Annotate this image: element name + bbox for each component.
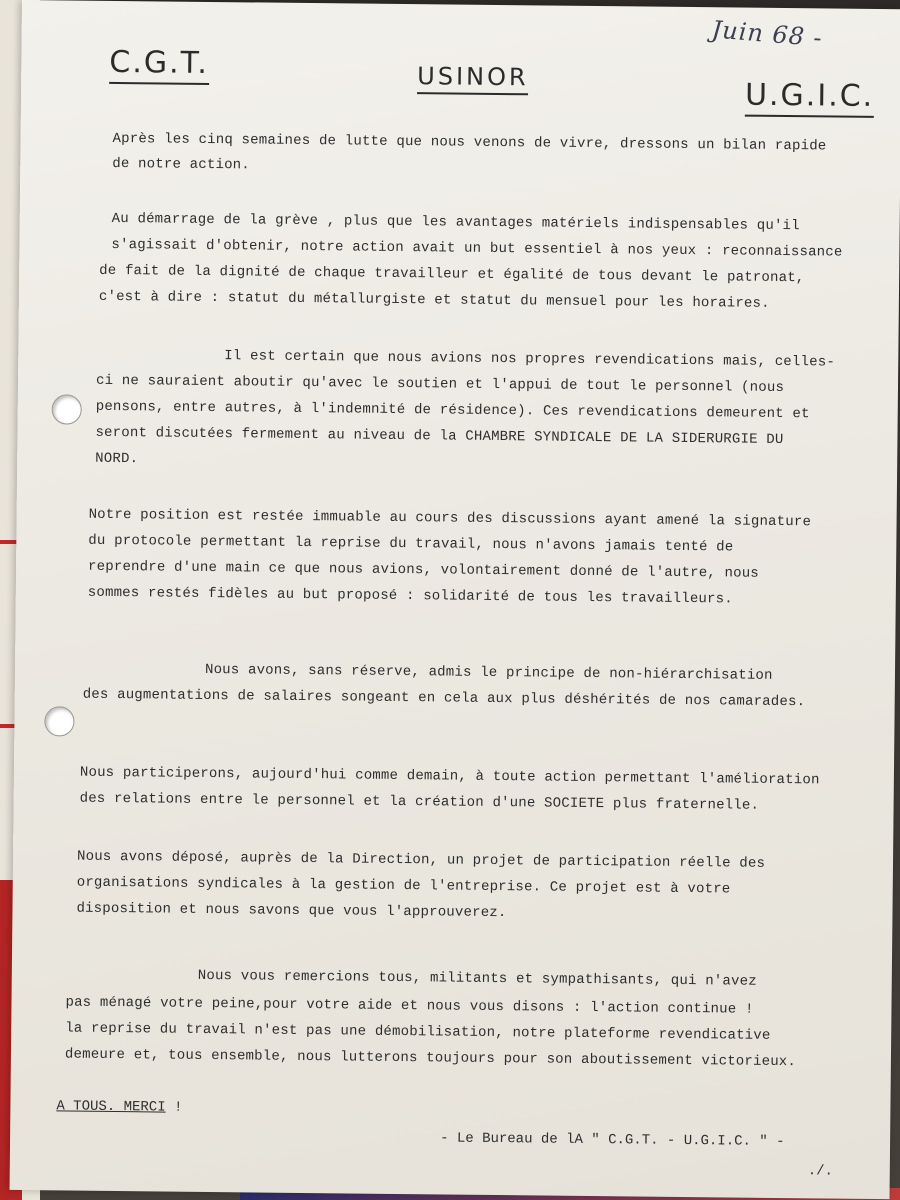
body-line: la reprise du travail n'est pas une démobilisation, notre plateforme revendicative [65,1020,771,1044]
punch-hole [52,394,82,424]
body-line: Nous participerons, aujourd'hui comme demain, à toute action permettant l'amélioration [79,764,820,789]
body-line: ci ne sauraient aboutir qu'avec le soutien et l'appui de tout le personnel (nous [95,372,785,397]
body-line: sommes restés fidèles au but proposé : solidarité de tous les travailleurs. [87,584,733,608]
body-line: de notre action. [112,155,250,174]
body-line: du protocole permettant la reprise du travail, nous n'avons jamais tenté de [88,532,734,556]
signature-line: - Le Bureau de lA " C.G.T. - U.G.I.C. " - [440,1130,785,1151]
body-line: reprendre d'une main ce que nous avions, volontairement donné de l'autre, nous [87,558,760,582]
body-line: de fait de la dignité de chaque travailleur et égalité de tous devant le patronat, [99,262,805,287]
body-line: organisations syndicales à la gestion de l'entreprise. Ce projet est à votre [76,874,731,898]
header-cgt: C.G.T. [109,45,209,85]
body-line: Nous avons déposé, auprès de la Direction, un projet de participation réelle des [76,848,766,872]
punch-hole [44,706,74,736]
body-line: pas ménagé votre peine,pour votre aide et nous vous disons : l'action continue ! [65,994,754,1018]
body-line: Notre position est restée immuable au cours des discussions ayant amené la signature [88,506,812,531]
body-line: Au démarrage de la grève , plus que les avantages matériels indispensables qu'il [111,210,800,235]
closing-exclamation: ! [165,1099,183,1116]
closing-line [56,1098,182,1115]
body-line: des augmentations de salaires songeant en cela aux plus déshérités de nos camarades. [82,686,806,711]
header-ugic: U.G.I.C. [745,78,875,118]
body-line: pensons, entre autres, à l'indemnité de résidence). Ces revendications demeurent et [95,398,810,423]
body-line: seront discutées fermement au niveau de la CHAMBRE SYNDICALE DE LA SIDERURGIE DU [95,424,784,448]
body-line: Il est certain que nous avions nos propres revendications mais, celles- [224,348,836,371]
body-line: NORD. [95,450,139,468]
body-line: disposition et nous savons que vous l'approuverez. [76,900,507,922]
body-line: s'agissait d'obtenir, notre action avait un but essentiel à nos yeux : reconnaissance [111,236,843,261]
body-line: demeure et, tous ensemble, nous lutterons toujours pour son aboutissement victorieux. [64,1046,797,1071]
body-line: Nous vous remercions tous, militants et sympathisants, qui n'avez [197,967,757,990]
body-line: c'est à dire : statut du métallurgiste et statut du mensuel pour les horaires. [98,288,770,312]
closing-thanks: A TOUS. MERCI [56,1098,166,1116]
header-usinor: USINOR [417,62,529,95]
body-line: Après les cinq semaines de lutte que nous venons de vivre, dressons un bilan rapide [112,130,827,155]
end-mark: ./. [807,1163,834,1180]
body-line: des relations entre le personnel et la création d'une SOCIETE plus fraternelle. [79,790,760,814]
typewritten-page [10,0,900,1199]
body-line: Nous avons, sans réserve, admis le principe de non-hiérarchisation [204,661,773,684]
handwritten-date: Juin 68 - [710,15,824,53]
